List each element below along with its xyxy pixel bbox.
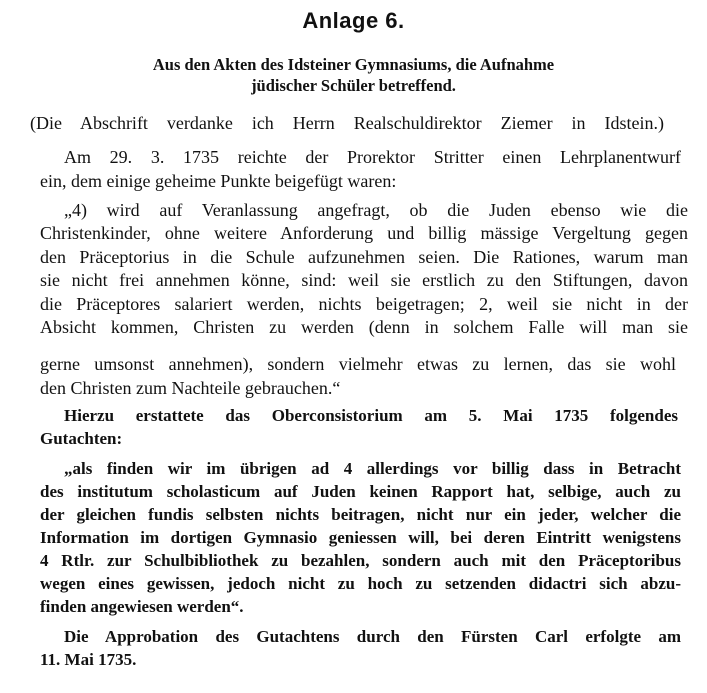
quote-line: 4 Rtlr. zur Schulbibliothek zu bezahlen, sondern auch mit den Präceptoribus (40, 551, 681, 570)
paragraph-line: Gutachten: (40, 429, 123, 448)
quote-line: „als finden wir im übrigen ad 4 allerdings vor billig dass in Betracht (64, 459, 681, 478)
quote-line: gerne umsonst annehmen), sondern vielmehr etwas zu lernen, das sie wohl (40, 354, 676, 374)
paragraph-line: Hierzu erstattete das Oberconsistorium am 5. Mai 1735 folgendes (64, 406, 678, 425)
page-title: Anlage 6. (302, 8, 405, 33)
quote-line: Information im dortigen Gymnasio geniessen will, bei deren Eintritt wenigstens (40, 528, 681, 547)
quote-line: wegen eines gewissen, jedoch nicht zu hoch zu setzenden didactri sich abzu- (40, 574, 681, 593)
subtitle-line: Aus den Akten des Idsteiner Gymnasiums, die Aufnahme (152, 55, 555, 74)
quote-line: sie nicht frei annehmen könne, sind: weil sie erstlich zu den Stiftungen, davon (40, 270, 688, 290)
subtitle-line: jüdischer Schüler betreffend. (251, 76, 456, 95)
quote-line: den Christen zum Nachteile gebrauchen.“ (40, 378, 341, 398)
paragraph-line: 11. Mai 1735. (40, 650, 137, 669)
quote-line: Absicht kommen, Christen zu werden (denn in solchem Falle will man sie (40, 317, 688, 337)
quote-line: den Präceptorius in die Schule aufzunehmen seien. Die Rationes, warum man (40, 247, 688, 267)
quote-line: finden angewiesen werden“. (40, 597, 244, 616)
quote-line: „4) wird auf Veranlassung angefragt, ob die Juden ebenso wie die (64, 200, 688, 220)
paragraph-line: Am 29. 3. 1735 reichte der Prorektor Stritter einen Lehrplanentwurf (64, 147, 681, 167)
quote-line: des institutum scholasticum auf Juden keinen Rapport hat, selbige, auch zu (40, 482, 681, 501)
source-note: (Die Abschrift verdanke ich Herrn Realschuldirektor Ziemer in Idstein.) (30, 113, 664, 133)
paragraph-line: ein, dem einige geheime Punkte beigefügt waren: (40, 171, 397, 191)
quote-line: der gleichen fundis selbsten nichts beitragen, nicht nur ein jeder, welcher die (40, 505, 681, 524)
quote-line: die Präceptores salariert werden, nichts beigetragen; 2, weil sie nicht in der (40, 294, 688, 314)
quote-line: Christenkinder, ohne weitere Anforderung und billig mässige Vergeltung gegen (40, 223, 688, 243)
subtitle (60, 54, 647, 96)
paragraph-line: Die Approbation des Gutachtens durch den Fürsten Carl erfolgte am (64, 627, 681, 646)
